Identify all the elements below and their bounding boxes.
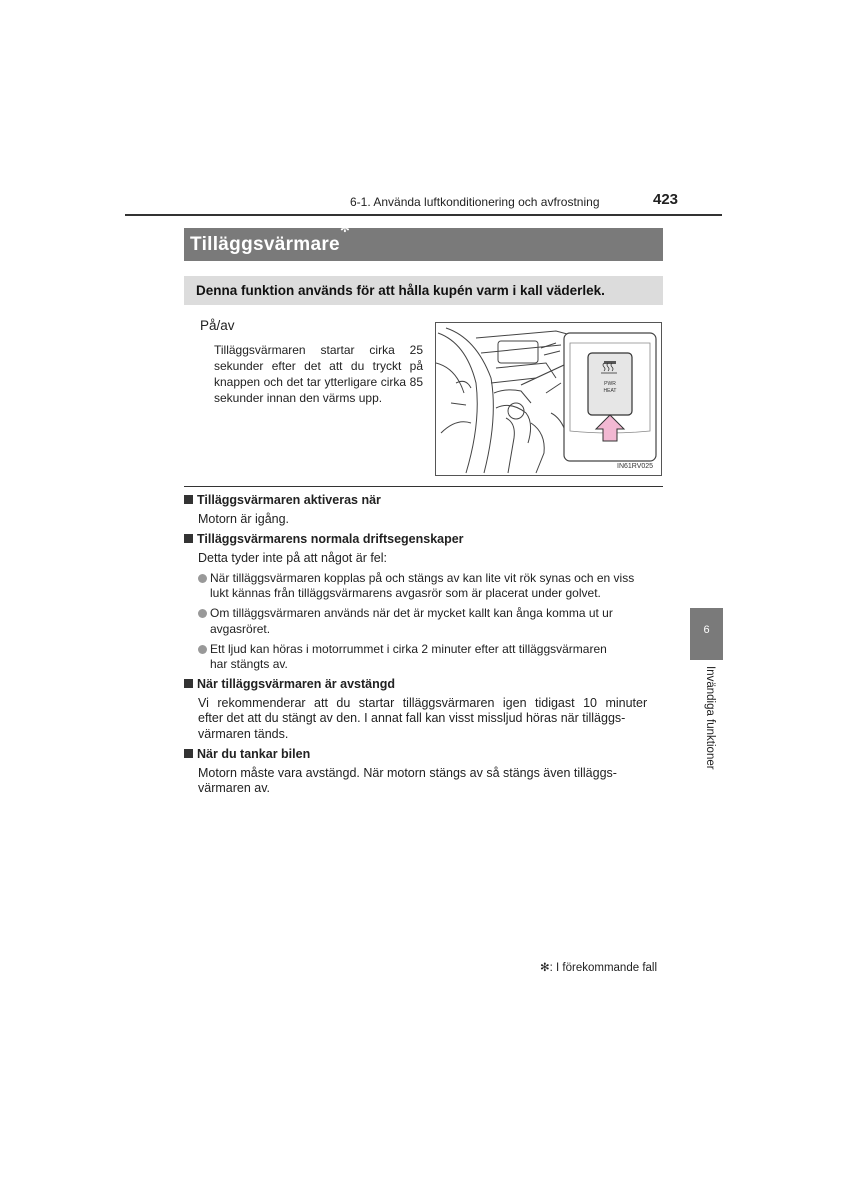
figure-code: IN61RV025 <box>617 463 654 470</box>
square-bullet-icon <box>184 495 193 504</box>
list-item-continuation: har stängts av. <box>210 657 288 671</box>
section-heading-normal-operation: Tilläggsvärmarens normala driftsegenskaper <box>184 532 464 546</box>
button-label-heat: HEAT <box>603 388 617 394</box>
circle-bullet-icon <box>198 645 207 654</box>
square-bullet-icon <box>184 534 193 543</box>
list-item: Ett ljud kan höras i motorrummet i cirka 2 minuter efter att tilläggsvärmaren <box>198 642 607 656</box>
section-heading-activation: Tilläggsvärmaren aktiveras när <box>184 493 381 507</box>
chapter-tab: 6 <box>690 608 723 660</box>
circle-bullet-icon <box>198 609 207 618</box>
footnote: ✻: I förekommande fall <box>540 962 658 974</box>
switched-off-line: Vi rekommenderar att du startar tilläggsvärmaren igen tidigast 10 minuter <box>198 696 648 710</box>
on-off-heading: På/av <box>200 318 235 333</box>
activation-text: Motorn är igång. <box>198 512 290 526</box>
optional-equipment-marker: ✻ <box>339 221 350 235</box>
list-item-continuation: lukt kännas från tilläggsvärmarens avgasrör som är placerat under golvet. <box>210 586 601 600</box>
square-bullet-icon <box>184 749 193 758</box>
intro-box: Denna funktion används för att hålla kupén varm i kall väderlek. <box>184 276 663 305</box>
normal-operation-intro: Detta tyder inte på att något är fel: <box>198 551 388 565</box>
page-number: 423 <box>653 191 679 208</box>
dashboard-drawing <box>436 323 661 475</box>
section-heading-switched-off: När tilläggsvärmaren är avstängd <box>184 677 395 691</box>
section-title-bar <box>184 221 663 261</box>
list-item-continuation: avgasröret. <box>210 622 271 636</box>
section-separator <box>184 486 663 487</box>
heater-switch-illustration <box>435 322 662 476</box>
on-off-paragraph: Tilläggsvärmaren startar cirka 25 sekunder efter det att du tryckt på knappen och det tar ytterligare cirka 85 sekunder innan den värms upp. <box>214 343 423 405</box>
refueling-line: Motorn måste vara avstängd. När motorn stängs av så stängs även tilläggs- <box>198 766 617 780</box>
switched-off-line: efter det att du stängt av den. I annat fall kan visst missljud höras när tilläggs- <box>198 711 626 725</box>
button-label-pwr: PWR <box>604 381 616 387</box>
header-rule <box>125 214 722 216</box>
running-header: 6-1. Använda luftkonditionering och avfrostning <box>350 195 600 209</box>
section-heading-refueling: När du tankar bilen <box>184 747 310 761</box>
list-item: När tilläggsvärmaren kopplas på och stängs av kan lite vit rök synas och en viss <box>198 571 634 585</box>
section-title: Tilläggsvärmare <box>190 234 340 255</box>
circle-bullet-icon <box>198 574 207 583</box>
switched-off-line: värmaren tänds. <box>198 727 289 741</box>
refueling-line: värmaren av. <box>198 781 271 795</box>
square-bullet-icon <box>184 679 193 688</box>
list-item: Om tilläggsvärmaren används när det är mycket kallt kan ånga komma ut ur <box>198 606 613 620</box>
chapter-tab-label: Invändiga funktioner <box>704 666 716 770</box>
